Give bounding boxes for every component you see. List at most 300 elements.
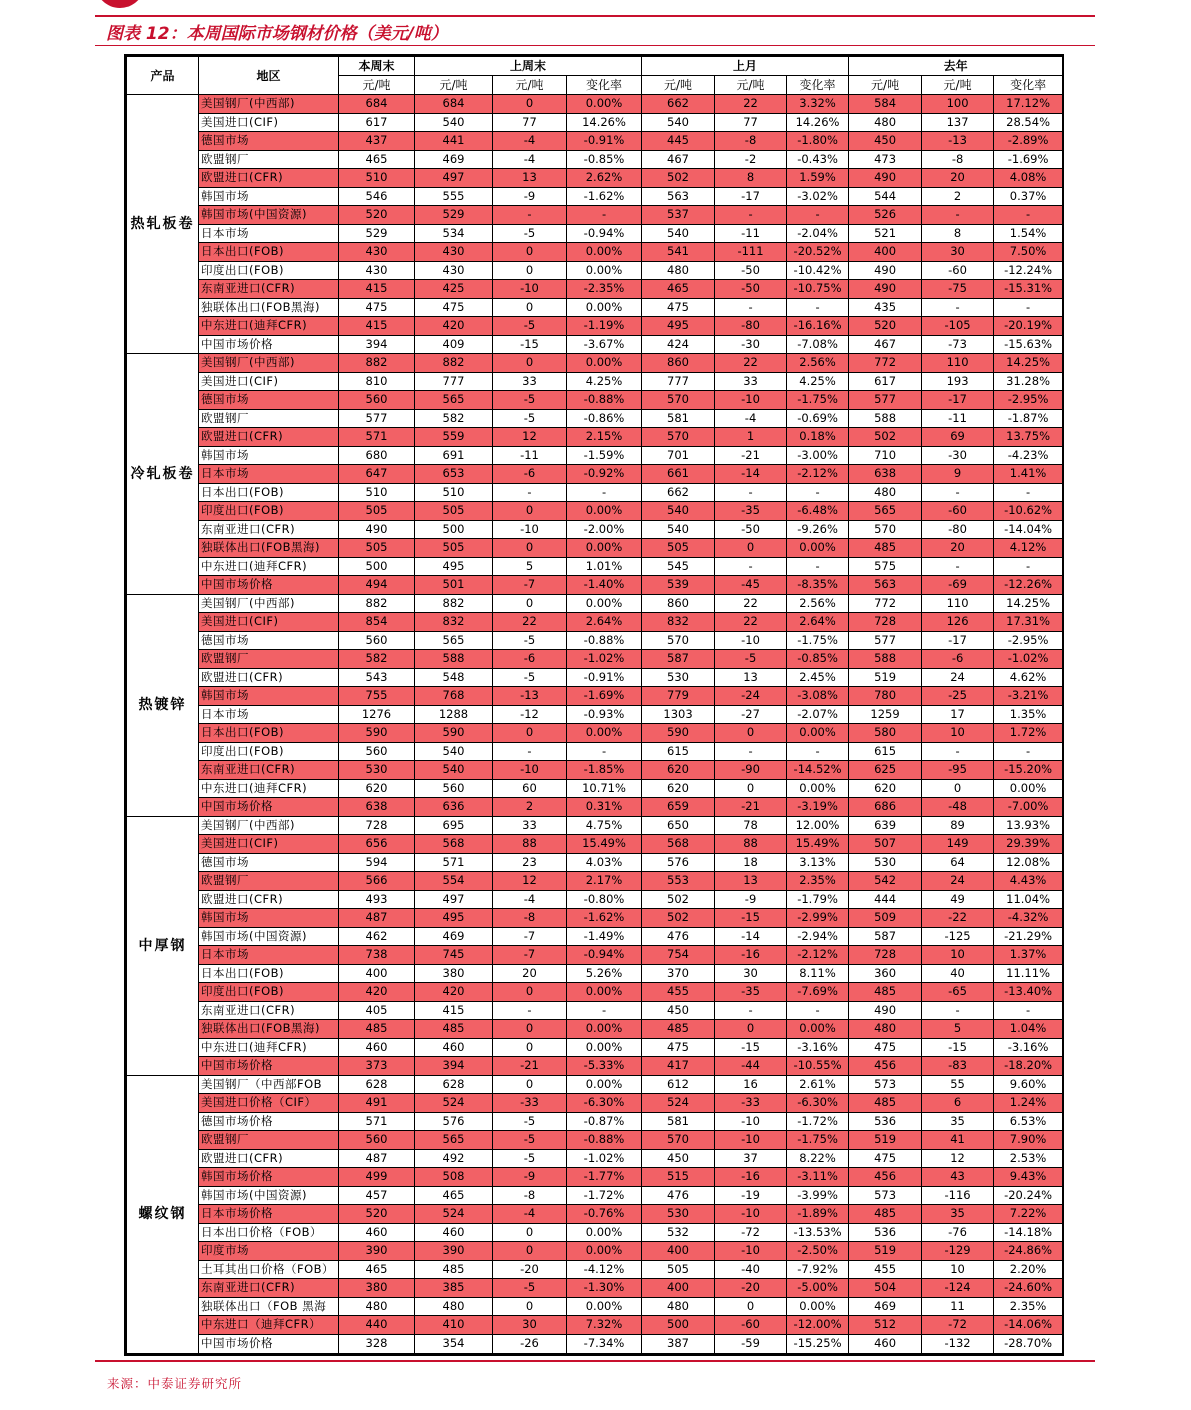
value-cell: 480 [642,1297,715,1316]
value-cell: 465 [642,280,715,299]
value-cell: 777 [642,372,715,391]
header-product: 产品 [127,57,199,95]
table-row [127,150,1063,169]
table-row [127,428,1063,447]
region-cell: 欧盟进口(CFR) [199,169,339,188]
value-cell: 440 [339,1316,415,1335]
region-cell: 德国市场 [199,853,339,872]
region-cell: 日本出口价格（FOB） [199,1223,339,1242]
value-cell: 490 [849,261,922,280]
value-cell: 620 [642,779,715,798]
value-cell: 33 [493,372,567,391]
value-cell: 0 [715,1297,787,1316]
value-cell: 495 [415,557,493,576]
region-cell: 欧盟进口(CFR) [199,668,339,687]
value-cell: -65 [922,983,994,1002]
value-cell: 554 [415,872,493,891]
value-cell: -11 [715,224,787,243]
value-cell: -12 [493,705,567,724]
value-cell: 540 [642,502,715,521]
value-cell: 507 [849,835,922,854]
value-cell: 0 [493,261,567,280]
value-cell: - [715,1001,787,1020]
table-row [127,113,1063,132]
value-cell: 2 [493,798,567,817]
value-cell: -6 [493,650,567,669]
value-cell: -0.94% [567,946,642,965]
value-cell: -2.04% [787,224,849,243]
value-cell: 0 [493,983,567,1002]
region-cell: 中国市场价格 [199,1057,339,1076]
value-cell: 30 [493,1316,567,1335]
value-cell: -2.95% [994,631,1063,650]
value-cell: -3.00% [787,446,849,465]
value-cell: - [922,1001,994,1020]
value-cell: 35 [922,1112,994,1131]
region-cell: 欧盟钢厂 [199,1131,339,1150]
value-cell: 475 [849,1149,922,1168]
value-cell: -13.40% [994,983,1063,1002]
value-cell: 755 [339,687,415,706]
value-cell: 22 [715,613,787,632]
value-cell: 149 [922,835,994,854]
value-cell: -0.43% [787,150,849,169]
value-cell: 524 [415,1094,493,1113]
value-cell: 7.90% [994,1131,1063,1150]
value-cell: -30 [715,335,787,354]
region-cell: 印度市场 [199,1242,339,1261]
value-cell: 570 [642,631,715,650]
value-cell: 475 [415,298,493,317]
product-cell: 螺纹钢 [127,1075,199,1354]
value-cell: 7.22% [994,1205,1063,1224]
region-cell: 中东进口(迪拜CFR) [199,557,339,576]
value-cell: 41 [922,1131,994,1150]
value-cell: 620 [849,779,922,798]
value-cell: -129 [922,1242,994,1261]
value-cell: -7.08% [787,335,849,354]
value-cell: 566 [339,872,415,891]
value-cell: 1.41% [994,465,1063,484]
value-cell: -3.99% [787,1186,849,1205]
value-cell: 499 [339,1168,415,1187]
value-cell: -25 [922,687,994,706]
value-cell: 9.43% [994,1168,1063,1187]
value-cell: 2.35% [787,872,849,891]
value-cell: -1.40% [567,576,642,595]
table-row [127,187,1063,206]
value-cell: 1276 [339,705,415,724]
table-row [127,798,1063,817]
value-cell: - [787,206,849,225]
value-cell: -8 [493,1186,567,1205]
value-cell: -7.34% [567,1334,642,1354]
value-cell: 509 [849,909,922,928]
value-cell: 77 [715,113,787,132]
table-row [127,1205,1063,1224]
value-cell: 560 [339,391,415,410]
value-cell: -3.19% [787,798,849,817]
value-cell: 0 [493,594,567,613]
region-cell: 独联体出口(FOB黑海) [199,1020,339,1039]
value-cell: -21 [715,446,787,465]
value-cell: 686 [849,798,922,817]
value-cell: -5 [493,409,567,428]
table-row [127,243,1063,262]
value-cell: 492 [415,1149,493,1168]
value-cell: -4 [493,150,567,169]
value-cell: 505 [415,539,493,558]
value-cell: 469 [415,927,493,946]
value-cell: 0.18% [787,428,849,447]
value-cell: 568 [642,835,715,854]
value-cell: 537 [642,206,715,225]
table-row [127,446,1063,465]
region-cell: 欧盟钢厂 [199,150,339,169]
value-cell: 0 [493,243,567,262]
table-row [127,668,1063,687]
table-row [127,983,1063,1002]
region-cell: 日本出口(FOB) [199,964,339,983]
value-cell: 10.71% [567,779,642,798]
value-cell: 580 [849,724,922,743]
value-cell: 680 [339,446,415,465]
value-cell: -5 [715,650,787,669]
value-cell: 7.32% [567,1316,642,1335]
value-cell: 43 [922,1168,994,1187]
value-cell: 536 [849,1223,922,1242]
value-cell: 465 [339,150,415,169]
value-cell: -7 [493,946,567,965]
value-cell: - [994,557,1063,576]
value-cell: -20.52% [787,243,849,262]
value-cell: - [994,742,1063,761]
value-cell: 420 [339,983,415,1002]
value-cell: 110 [922,354,994,373]
value-cell: -1.02% [567,1149,642,1168]
value-cell: 480 [849,113,922,132]
value-cell: 469 [849,1297,922,1316]
value-cell: -10 [715,1205,787,1224]
value-cell: 17.12% [994,95,1063,114]
value-cell: -4 [493,890,567,909]
value-cell: 590 [339,724,415,743]
value-cell: 617 [339,113,415,132]
value-cell: 539 [642,576,715,595]
value-cell: -35 [715,502,787,521]
figure-title: 图表 12：本周国际市场钢材价格（美元/吨） [106,24,448,44]
value-cell: 457 [339,1186,415,1205]
value-cell: 505 [339,502,415,521]
value-cell: 571 [415,853,493,872]
value-cell: 0.00% [567,724,642,743]
value-cell: - [567,1001,642,1020]
value-cell: - [787,742,849,761]
value-cell: 100 [922,95,994,114]
value-cell: 519 [849,1242,922,1261]
value-cell: 810 [339,372,415,391]
value-cell: 455 [849,1260,922,1279]
value-cell: - [787,557,849,576]
value-cell: -69 [922,576,994,595]
value-cell: 0 [493,502,567,521]
value-cell: 502 [642,169,715,188]
value-cell: -116 [922,1186,994,1205]
table-row [127,724,1063,743]
value-cell: -0.91% [567,668,642,687]
value-cell: 0 [493,1223,567,1242]
value-cell: 77 [493,113,567,132]
value-cell: 545 [642,557,715,576]
value-cell: 460 [339,1223,415,1242]
region-cell: 韩国市场 [199,187,339,206]
value-cell: - [787,1001,849,1020]
value-cell: 460 [849,1334,922,1354]
value-cell: 20 [922,539,994,558]
value-cell: 20 [922,169,994,188]
value-cell: 546 [339,187,415,206]
value-cell: 588 [415,650,493,669]
table-row [127,890,1063,909]
value-cell: 620 [339,779,415,798]
value-cell: -0.87% [567,1112,642,1131]
value-cell: 64 [922,853,994,872]
value-cell: -1.79% [787,890,849,909]
value-cell: 505 [642,1260,715,1279]
value-cell: 510 [339,483,415,502]
table-row [127,280,1063,299]
value-cell: - [493,1001,567,1020]
value-cell: 526 [849,206,922,225]
value-cell: 3.13% [787,853,849,872]
value-cell: -1.62% [567,909,642,928]
value-cell: 2.64% [567,613,642,632]
value-cell: -0.92% [567,465,642,484]
value-cell: 13 [715,872,787,891]
value-cell: 14.26% [787,113,849,132]
value-cell: 400 [339,964,415,983]
value-cell: 636 [415,798,493,817]
value-cell: 553 [642,872,715,891]
value-cell: 638 [339,798,415,817]
table-row [127,539,1063,558]
value-cell: 410 [415,1316,493,1335]
value-cell: 462 [339,927,415,946]
value-cell: 563 [849,576,922,595]
subheader-unit: 元/吨 [415,76,493,95]
value-cell: 37 [715,1149,787,1168]
value-cell: 1.04% [994,1020,1063,1039]
region-cell: 韩国市场(中国资源) [199,206,339,225]
value-cell: 493 [339,890,415,909]
value-cell: 69 [922,428,994,447]
value-cell: -0.88% [567,1131,642,1150]
value-cell: -5 [493,1131,567,1150]
value-cell: 701 [642,446,715,465]
region-cell: 欧盟进口(CFR) [199,428,339,447]
value-cell: 628 [339,1075,415,1094]
value-cell: 2.53% [994,1149,1063,1168]
value-cell: 485 [849,539,922,558]
value-cell: -6 [493,465,567,484]
value-cell: 0.00% [567,502,642,521]
value-cell: 571 [339,428,415,447]
value-cell: 0.00% [567,354,642,373]
value-cell: -11 [922,409,994,428]
value-cell: 542 [849,872,922,891]
value-cell: - [715,483,787,502]
product-cell: 热轧板卷 [127,95,199,354]
value-cell: 504 [849,1279,922,1298]
region-cell: 韩国市场价格 [199,1168,339,1187]
value-cell: -40 [715,1260,787,1279]
value-cell: -2.50% [787,1242,849,1261]
value-cell: -4.32% [994,909,1063,928]
subheader-unit: 元/吨 [922,76,994,95]
value-cell: 441 [415,132,493,151]
value-cell: 505 [339,539,415,558]
value-cell: -8 [922,150,994,169]
value-cell: 137 [922,113,994,132]
value-cell: 0 [493,298,567,317]
value-cell: -14 [715,927,787,946]
value-cell: 560 [415,779,493,798]
value-cell: 465 [415,1186,493,1205]
value-cell: 0.00% [994,779,1063,798]
value-cell: -21.29% [994,927,1063,946]
value-cell: 4.08% [994,169,1063,188]
value-cell: 0.31% [567,798,642,817]
value-cell: 480 [849,1020,922,1039]
region-cell: 日本市场 [199,224,339,243]
value-cell: - [493,206,567,225]
value-cell: -3.21% [994,687,1063,706]
value-cell: -4 [493,132,567,151]
subheader-change-rate: 变化率 [567,76,642,95]
value-cell: -0.88% [567,631,642,650]
value-cell: 55 [922,1075,994,1094]
value-cell: -6.30% [787,1094,849,1113]
value-cell: -13 [922,132,994,151]
value-cell: 0.00% [567,1242,642,1261]
value-cell: 639 [849,816,922,835]
value-cell: - [922,742,994,761]
value-cell: 476 [642,1186,715,1205]
value-cell: 779 [642,687,715,706]
value-cell: -95 [922,761,994,780]
table-row [127,1242,1063,1261]
top-rule [95,15,1095,17]
value-cell: 2 [922,187,994,206]
value-cell: -10 [493,761,567,780]
subheader-unit: 元/吨 [849,76,922,95]
value-cell: -111 [715,243,787,262]
value-cell: 588 [849,409,922,428]
value-cell: 5.26% [567,964,642,983]
steel-price-table [126,56,1063,1354]
value-cell: -24.86% [994,1242,1063,1261]
value-cell: 1.24% [994,1094,1063,1113]
value-cell: -2.99% [787,909,849,928]
value-cell: 500 [642,1316,715,1335]
region-cell: 美国钢厂(中西部) [199,594,339,613]
region-cell: 韩国市场(中国资源) [199,927,339,946]
value-cell: 415 [339,280,415,299]
value-cell: 425 [415,280,493,299]
value-cell: -0.91% [567,132,642,151]
value-cell: -1.75% [787,391,849,410]
value-cell: -48 [922,798,994,817]
value-cell: 587 [642,650,715,669]
value-cell: -1.75% [787,1131,849,1150]
value-cell: -5 [493,224,567,243]
product-cell: 热镀锌 [127,594,199,816]
value-cell: 832 [642,613,715,632]
value-cell: 4.75% [567,816,642,835]
value-cell: -14.04% [994,520,1063,539]
value-cell: 500 [339,557,415,576]
value-cell: 12.00% [787,816,849,835]
value-cell: 430 [415,261,493,280]
value-cell: 559 [415,428,493,447]
value-cell: 543 [339,668,415,687]
value-cell: 754 [642,946,715,965]
value-cell: -1.77% [567,1168,642,1187]
value-cell: 570 [849,520,922,539]
value-cell: 110 [922,594,994,613]
table-row [127,964,1063,983]
header-this-week: 本周末 [339,57,415,76]
value-cell: 11 [922,1297,994,1316]
value-cell: 581 [642,1112,715,1131]
value-cell: - [715,742,787,761]
region-cell: 美国钢厂（中西部FOB [199,1075,339,1094]
value-cell: -132 [922,1334,994,1354]
value-cell: -9 [493,187,567,206]
value-cell: -0.69% [787,409,849,428]
value-cell: 13 [493,169,567,188]
value-cell: 354 [415,1334,493,1354]
value-cell: -10.42% [787,261,849,280]
value-cell: 544 [849,187,922,206]
value-cell: 415 [339,317,415,336]
table-row [127,132,1063,151]
table-row [127,409,1063,428]
value-cell: 560 [339,1131,415,1150]
product-cell: 中厚钢 [127,816,199,1075]
header-last-month: 上月 [642,57,849,76]
value-cell: 2.20% [994,1260,1063,1279]
region-cell: 日本市场 [199,946,339,965]
value-cell: 380 [339,1279,415,1298]
value-cell: -7 [493,927,567,946]
value-cell: 460 [415,1223,493,1242]
region-cell: 欧盟进口(CFR) [199,890,339,909]
table-row [127,206,1063,225]
value-cell: 684 [415,95,493,114]
table-row [127,576,1063,595]
value-cell: 2.61% [787,1075,849,1094]
source-note: 来源：中泰证券研究所 [107,1376,243,1391]
value-cell: -1.72% [787,1112,849,1131]
value-cell: -8 [493,909,567,928]
value-cell: -14.52% [787,761,849,780]
value-cell: 780 [849,687,922,706]
value-cell: -17 [922,631,994,650]
value-cell: -1.59% [567,446,642,465]
value-cell: 577 [339,409,415,428]
value-cell: -2.07% [787,705,849,724]
